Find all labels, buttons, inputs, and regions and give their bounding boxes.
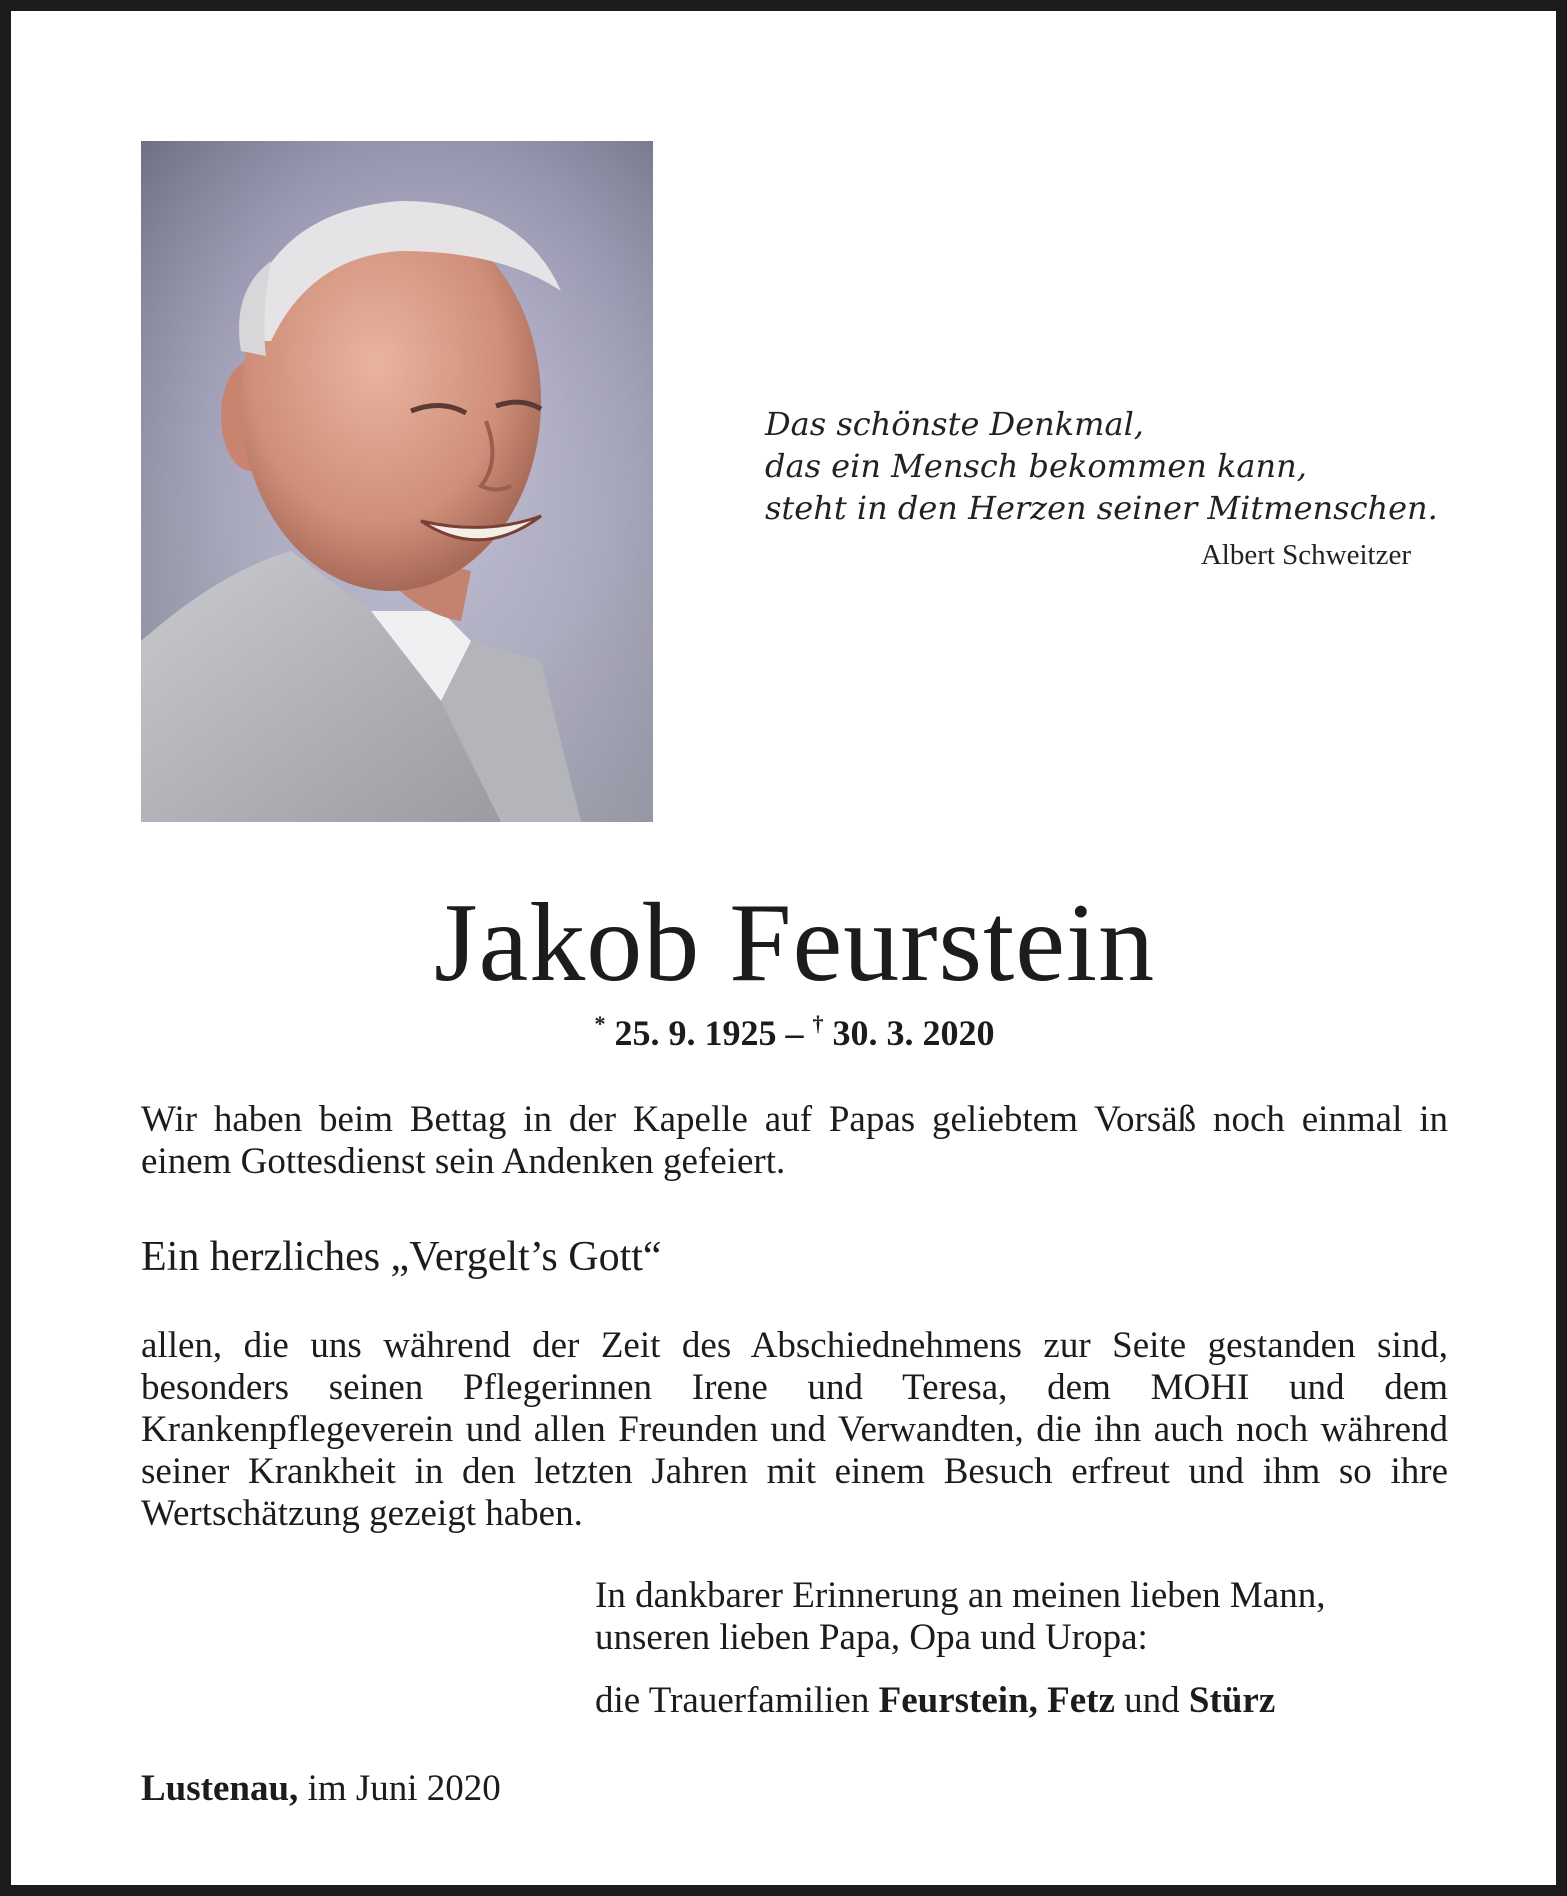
quote [765,403,1438,529]
memory-line: unseren lieben Papa, Opa und Uropa: [595,1617,1148,1658]
place-month: im Juni 2020 [298,1768,501,1809]
quote-line: Das schönste Denkmal, [765,405,1144,443]
life-dates [11,1011,1567,1054]
portrait-image [141,141,653,822]
family-name: Fetz [1047,1680,1115,1721]
families-conjunction: und [1114,1680,1189,1721]
thanks-heading: Ein herzliches „Vergelt’s Gott“ [141,1234,662,1280]
birth-date: 25. 9. 1925 [614,1013,777,1053]
family-name: Stürz [1188,1680,1276,1721]
quote-line: das ein Mensch bekommen kann, [765,447,1307,485]
memorial-paragraph: Wir haben beim Bettag in der Kapelle auf Papas geliebtem Vorsäß noch einmal in einem Gottesdienst sein Andenken gefeiert. [141,1099,1448,1182]
birth-symbol: * [594,1011,606,1036]
memory-line: In dankbarer Erinnerung an meinen lieben Mann, [595,1575,1326,1616]
memory-text [595,1575,1455,1659]
place-town: Lustenau, [141,1768,299,1809]
date-separator: – [776,1013,813,1053]
family-name: Feurstein, [878,1680,1038,1721]
place-date [141,1767,741,1810]
deceased-name: Jakob Feurstein [433,881,1156,1005]
death-date: 30. 3. 2020 [832,1013,995,1053]
portrait-photo [141,141,653,822]
death-symbol: † [812,1011,824,1036]
quote-line: steht in den Herzen seiner Mitmenschen. [765,489,1438,527]
thanks-paragraph: allen, die uns während der Zeit des Abschiednehmens zur Seite gestanden sind, besonders seinen Pflegerinnen Irene und Teresa, dem MOHI und dem Krankenpflegeverein und allen Freunden und Verwandten, die ihn auch noch während seiner Krankheit in den letzten Jahren mit einem Besuch erfreut und ihm so ihre Wertschätzung gezeigt haben. [141,1325,1448,1534]
families-prefix: die Trauerfamilien [595,1680,879,1721]
mourning-families [595,1679,1455,1722]
quote-author: Albert Schweitzer [1200,539,1411,571]
